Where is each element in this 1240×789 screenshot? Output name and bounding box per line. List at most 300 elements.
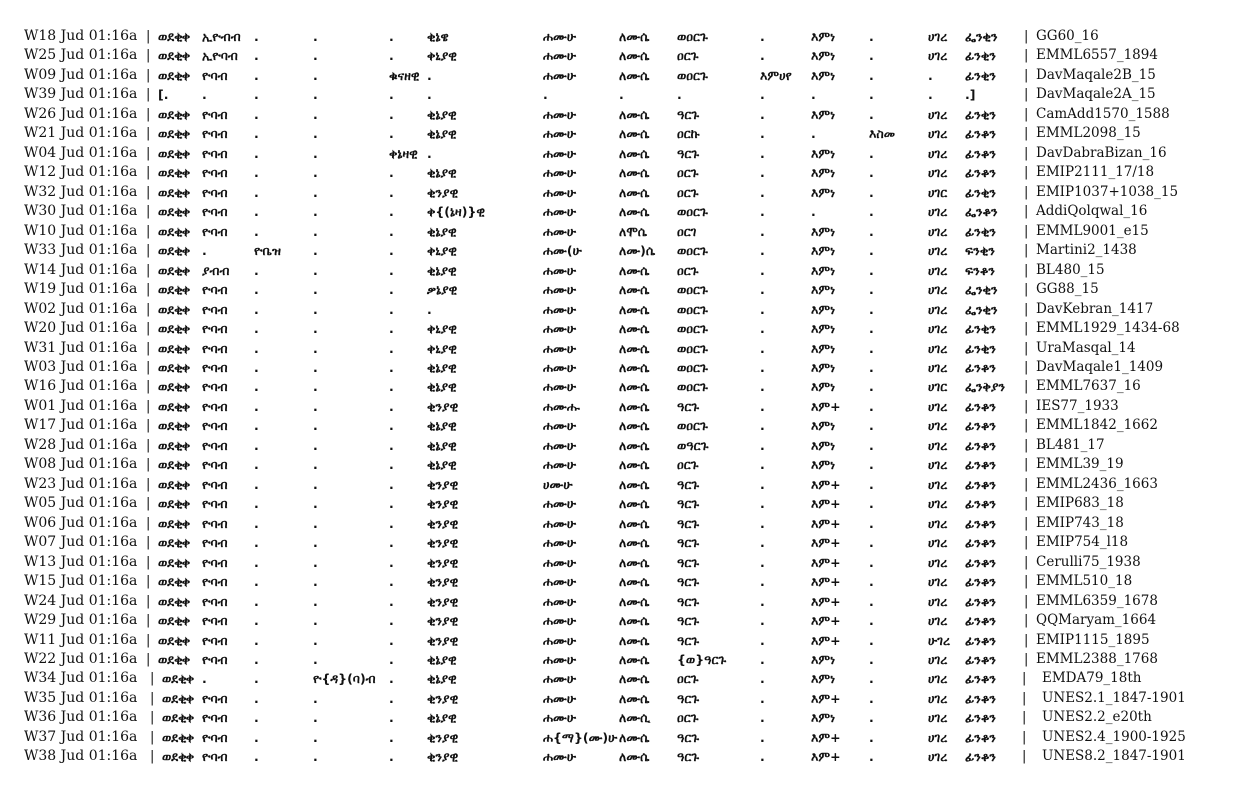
column-separator: | — [1024, 457, 1029, 473]
word-cell: ሀገረ — [928, 359, 948, 375]
word-cell: ወዐርጉ — [677, 379, 708, 395]
word-cell: ፊንቆን — [965, 535, 996, 551]
column-separator: | — [1024, 48, 1029, 64]
manuscript-siglum: DavMaqale1_1409 — [1036, 358, 1164, 375]
word-cell: ሀገረ — [928, 321, 948, 337]
word-cell: ዓርጉ — [677, 554, 700, 570]
word-cell: . — [869, 106, 874, 122]
word-cell: ሀገረ — [928, 554, 948, 570]
word-cell: . — [760, 418, 765, 434]
word-cell: ዐርጉ — [677, 262, 699, 278]
word-cell: ቀኒያዊ — [427, 243, 457, 259]
word-cell: ለሙሴ — [619, 574, 650, 590]
column-separator: | — [146, 243, 151, 259]
word-cell: ፊንቆን — [965, 574, 996, 590]
column-separator: | — [1024, 243, 1029, 259]
word-cell: ቂንያዊ — [427, 749, 459, 765]
word-cell: ቂኔያዊ — [427, 671, 457, 687]
word-cell: ሐሙሁ — [543, 223, 577, 239]
word-cell: ቂኔያዊ — [427, 710, 457, 726]
word-cell: ወዐርጉ — [677, 301, 708, 317]
word-cell: . — [869, 593, 874, 609]
word-cell: . — [760, 690, 765, 706]
word-cell: . — [869, 359, 874, 375]
word-cell: ሐሙሁ — [543, 554, 577, 570]
word-cell: ሀገር — [928, 379, 948, 395]
word-cell: ሐሙ(ሁ — [543, 243, 582, 259]
word-cell: ሀገረ — [928, 204, 948, 220]
word-cell: . — [811, 87, 816, 103]
word-cell: ሐሙሁ — [543, 67, 577, 83]
table-row — [0, 202, 1240, 221]
column-separator: | — [1024, 340, 1029, 356]
word-cell: ዐርገ — [677, 223, 697, 239]
word-cell: . — [254, 749, 259, 765]
word-cell: ፊንቆን — [965, 729, 996, 745]
word-cell: ቂንያዊ — [427, 398, 459, 414]
word-cell: ፌንቅያን — [965, 379, 1005, 395]
column-separator: | — [146, 340, 151, 356]
column-separator: | — [146, 535, 151, 551]
word-cell: ወደቂቀ — [158, 535, 191, 551]
word-cell: . — [760, 515, 765, 531]
manuscript-siglum: IES77_1933 — [1036, 397, 1119, 414]
word-cell: ቀኒያዊ — [427, 340, 457, 356]
word-cell: ሀገረ — [928, 29, 948, 44]
word-cell: ቂኔያዊ — [427, 106, 457, 122]
word-cell: ሐሙሁ — [543, 690, 577, 706]
word-cell: . — [313, 554, 318, 570]
word-cell: ሐሙሁ — [543, 593, 577, 609]
word-cell: . — [760, 398, 765, 414]
word-cell: . — [313, 67, 318, 83]
word-cell: እምነ — [811, 340, 836, 356]
word-cell: ዮባብ — [202, 437, 228, 453]
word-cell: . — [313, 437, 318, 453]
manuscript-siglum: EMDA79_18th — [1042, 670, 1142, 687]
column-separator: | — [146, 204, 151, 220]
word-cell: ዓርጉ — [677, 398, 700, 414]
word-cell: ቀኒያዊ — [427, 48, 457, 64]
word-cell: ዐርጉ — [677, 48, 699, 64]
word-cell: . — [313, 632, 318, 648]
word-cell: ዮባብ — [202, 554, 228, 570]
manuscript-siglum: AddiQolqwal_16 — [1036, 203, 1148, 220]
word-cell: ሀገረ — [928, 106, 948, 122]
word-cell: እም+ — [811, 729, 841, 745]
manuscript-siglum: GG60_16 — [1036, 28, 1099, 44]
word-cell: እምነ — [811, 29, 836, 44]
table-row — [0, 241, 1240, 260]
word-cell: . — [254, 515, 259, 531]
table-row — [0, 689, 1240, 708]
word-cell: ቂኔያዊ — [427, 223, 457, 239]
word-cell: ሐሙሁ — [543, 613, 577, 629]
word-cell: ወደቂቀ — [158, 652, 191, 667]
word-cell: . — [313, 379, 318, 395]
column-separator: | — [1024, 321, 1029, 337]
word-cell: ፊንቆን — [965, 593, 996, 609]
word-cell: . — [313, 262, 318, 278]
word-cell: እም+ — [811, 632, 841, 648]
word-cell: ለሙሲ — [619, 710, 651, 726]
word-cell: እምነ — [811, 262, 836, 278]
word-cell: ቂንያዊ — [427, 613, 459, 629]
manuscript-siglum: CamAdd1570_1588 — [1036, 105, 1170, 122]
word-cell: . — [760, 321, 765, 337]
word-cell: ለሙሴ — [619, 282, 650, 298]
word-cell: ዓርጉ — [677, 496, 700, 512]
word-cell: ፌንቂን — [965, 301, 998, 317]
witness-id: W38 Jud 01:16a — [24, 748, 138, 765]
word-cell: እምነ — [811, 457, 836, 473]
word-cell: . — [389, 262, 394, 278]
word-cell: ወደቂቀ — [158, 496, 191, 512]
manuscript-siglum: EMML1929_1434-68 — [1036, 320, 1180, 337]
word-cell: ሐሙሁ — [543, 457, 577, 473]
column-separator: | — [146, 282, 151, 298]
word-cell: ሀገረ — [928, 574, 948, 590]
word-cell: ሀገረ — [928, 243, 948, 259]
word-cell: እም+ — [811, 476, 841, 492]
word-cell: ወደቂቀ — [158, 321, 191, 337]
word-cell: ዮባብ — [202, 204, 228, 220]
witness-id: W30 Jud 01:16a — [24, 203, 138, 220]
word-cell: ዓርጉ — [677, 729, 700, 745]
word-cell: ወደቂቀ — [158, 145, 191, 161]
word-cell: . — [389, 29, 394, 44]
word-cell: ዮባብ — [202, 282, 228, 298]
word-cell: ዐርጉ — [677, 671, 699, 687]
word-cell: . — [760, 48, 765, 64]
word-cell: ሐሙሁ — [543, 574, 577, 590]
word-cell: . — [928, 87, 933, 103]
word-cell: ወደቂቀ — [158, 379, 191, 395]
word-cell: ዓርጉ — [677, 632, 700, 648]
witness-id: W17 Jud 01:16a — [24, 417, 138, 434]
word-cell: . — [313, 476, 318, 492]
word-cell: . — [869, 437, 874, 453]
word-cell: [. — [158, 87, 169, 103]
column-separator: | — [146, 554, 151, 570]
word-cell: ፊንቆን — [965, 554, 996, 570]
column-separator: | — [146, 262, 151, 278]
word-cell: እምነ — [811, 48, 836, 64]
word-cell: ዮባብ — [202, 749, 228, 765]
word-cell: ዓርጉ — [677, 106, 700, 122]
word-cell: ፊንቆን — [965, 457, 996, 473]
word-cell: . — [760, 379, 765, 395]
table-row — [0, 280, 1240, 299]
word-cell: ፌንቂን — [965, 29, 998, 44]
word-cell: ቂንያዊ — [427, 535, 459, 551]
word-cell: ለሙ)ሴ — [619, 243, 656, 259]
column-separator: | — [1024, 398, 1029, 414]
witness-id: W23 Jud 01:16a — [24, 475, 138, 492]
word-cell: . — [869, 476, 874, 492]
word-cell: ፊንቆን — [965, 165, 996, 181]
word-cell: . — [313, 106, 318, 122]
word-cell: . — [313, 515, 318, 531]
word-cell: . — [254, 690, 259, 706]
word-cell: . — [313, 652, 318, 667]
word-cell: እምነ — [811, 379, 836, 395]
word-cell: . — [869, 282, 874, 298]
word-cell: . — [869, 554, 874, 570]
word-cell: ዮባብ — [202, 729, 228, 745]
word-cell: ዓርጉ — [677, 515, 700, 531]
word-cell: እምነ — [811, 671, 836, 687]
word-cell: . — [389, 729, 394, 745]
word-cell: ለሙሴ — [619, 165, 650, 181]
word-cell: ቂኔያዊ — [427, 126, 457, 142]
word-cell: ለሙሴ — [619, 204, 650, 220]
word-cell: እምነ — [811, 437, 836, 453]
witness-id: W20 Jud 01:16a — [24, 320, 138, 337]
word-cell: ፊንቆን — [965, 613, 996, 629]
word-cell: . — [389, 710, 394, 726]
witness-id: W25 Jud 01:16a — [24, 47, 138, 64]
column-separator: | — [146, 632, 151, 648]
word-cell: . — [254, 671, 259, 687]
word-cell: . — [869, 243, 874, 259]
word-cell: ዮ{ዳ}(ባ)ብ — [313, 671, 376, 687]
word-cell: . — [389, 379, 394, 395]
word-cell: . — [389, 359, 394, 375]
column-separator: | — [150, 729, 155, 745]
word-cell: . — [869, 652, 874, 667]
word-cell: ሐሙሁ — [543, 204, 577, 220]
word-cell: . — [869, 379, 874, 395]
manuscript-siglum: UNES2.4_1900-1925 — [1042, 728, 1186, 745]
witness-id: W32 Jud 01:16a — [24, 183, 138, 200]
word-cell: ቂኔያዊ — [427, 418, 457, 434]
word-cell: . — [389, 613, 394, 629]
word-cell: ወደቂቀ — [158, 457, 191, 473]
word-cell: . — [389, 398, 394, 414]
word-cell: ሀገረ — [928, 418, 948, 434]
column-separator: | — [146, 613, 151, 629]
word-cell: . — [254, 398, 259, 414]
word-cell: ሀገረ — [928, 496, 948, 512]
word-cell: . — [254, 106, 259, 122]
column-separator: | — [146, 652, 151, 667]
manuscript-siglum: GG88_15 — [1036, 281, 1099, 298]
word-cell: . — [313, 126, 318, 142]
word-cell: . — [869, 48, 874, 64]
word-cell: . — [869, 535, 874, 551]
table-row — [0, 85, 1240, 104]
word-cell: . — [313, 243, 318, 259]
word-cell: . — [313, 593, 318, 609]
word-cell: ቂንያዊ — [427, 690, 459, 706]
word-cell: ሐሙሁ — [543, 29, 577, 44]
word-cell: . — [389, 126, 394, 142]
manuscript-siglum: QQMaryam_1664 — [1036, 612, 1157, 629]
word-cell: ሐሙሁ — [543, 535, 577, 551]
witness-id: W34 Jud 01:16a — [24, 670, 138, 687]
word-cell: . — [254, 729, 259, 745]
word-cell: ዓርጉ — [677, 145, 700, 161]
word-cell: ቀ{(ኔዛ)}ዊ — [427, 204, 485, 220]
word-cell: . — [254, 710, 259, 726]
word-cell: ዐርጉ — [677, 184, 699, 200]
table-row — [0, 163, 1240, 182]
word-cell: . — [389, 535, 394, 551]
word-cell: ለሞሴ — [619, 223, 648, 239]
witness-id: W06 Jud 01:16a — [24, 514, 138, 531]
word-cell: . — [313, 749, 318, 765]
word-cell: ሐሙሁ — [543, 652, 577, 667]
manuscript-siglum: BL480_15 — [1036, 261, 1105, 278]
manuscript-siglum: EMML510_18 — [1036, 573, 1133, 590]
word-cell: ፊንቂን — [965, 223, 996, 239]
word-cell: . — [760, 262, 765, 278]
word-cell: . — [760, 749, 765, 765]
word-cell: ፊንቆን — [965, 418, 996, 434]
word-cell: . — [389, 48, 394, 64]
word-cell: ሐ{ማ}(ሙ)ሁ — [543, 729, 618, 745]
column-separator: | — [146, 398, 151, 414]
word-cell: ሀገረ — [928, 145, 948, 161]
word-cell: ወዐርጉ — [677, 282, 708, 298]
word-cell: እምነ — [811, 710, 836, 726]
word-cell: ዮባብ — [202, 126, 228, 142]
column-separator: | — [146, 476, 151, 492]
table-row — [0, 475, 1240, 494]
word-cell: ሐሙሁ — [543, 282, 577, 298]
column-separator: | — [146, 437, 151, 453]
word-cell: . — [313, 223, 318, 239]
column-separator: | — [1024, 379, 1029, 395]
word-cell: ለሙሴ — [619, 48, 650, 64]
word-cell: ሐሙሁ — [543, 340, 577, 356]
word-cell: . — [254, 554, 259, 570]
word-cell: ዐርጉ — [677, 710, 699, 726]
word-cell: . — [760, 204, 765, 220]
word-cell: ወደቂቀ — [158, 48, 191, 64]
word-cell: ለሙሴ — [619, 476, 650, 492]
word-cell: . — [254, 29, 259, 44]
table-row — [0, 631, 1240, 650]
word-cell: . — [313, 710, 318, 726]
column-separator: | — [1024, 301, 1029, 317]
word-cell: ቂኔያዊ — [427, 165, 457, 181]
table-row — [0, 222, 1240, 241]
column-separator: | — [1024, 574, 1029, 590]
column-separator: | — [1024, 554, 1029, 570]
word-cell: ወዐርጉ — [677, 67, 708, 83]
word-cell: . — [760, 87, 765, 103]
witness-id: W03 Jud 01:16a — [24, 358, 138, 375]
word-cell: እምነ — [811, 145, 836, 161]
word-cell: . — [313, 184, 318, 200]
word-cell: . — [254, 496, 259, 512]
witness-id: W02 Jud 01:16a — [24, 300, 138, 317]
table-row — [0, 183, 1240, 202]
witness-id: W04 Jud 01:16a — [24, 144, 138, 161]
word-cell: ፊንቂን — [965, 184, 996, 200]
word-cell: ኢዮብብ — [202, 29, 241, 44]
word-cell: ወደቂቀ — [158, 223, 191, 239]
table-row — [0, 144, 1240, 163]
word-cell: {ወ}ዓርጉ — [677, 652, 727, 667]
column-separator: | — [146, 106, 151, 122]
word-cell: ለሙሴ — [619, 301, 650, 317]
word-cell: ወደቂቀ — [162, 729, 195, 745]
word-cell: . — [254, 379, 259, 395]
word-cell: ለሙሴ — [619, 690, 650, 706]
word-cell: ሐሙሁ — [543, 671, 577, 687]
witness-id: W28 Jud 01:16a — [24, 436, 138, 453]
word-cell: ፊንቆን — [965, 710, 996, 726]
table-row — [0, 27, 1240, 46]
word-cell: ዮባብ — [202, 359, 228, 375]
word-cell: . — [254, 321, 259, 337]
manuscript-siglum: UNES2.2_e20th — [1042, 709, 1152, 726]
witness-id: W36 Jud 01:16a — [24, 709, 138, 726]
table-row — [0, 358, 1240, 377]
word-cell: . — [254, 262, 259, 278]
word-cell: ለሙሴ — [619, 359, 650, 375]
word-cell: . — [760, 574, 765, 590]
word-cell: ወደቂቀ — [162, 690, 195, 706]
word-cell: ለሙሴ — [619, 321, 650, 337]
word-cell: ወደቂቀ — [162, 710, 195, 726]
column-separator: | — [146, 87, 151, 103]
word-cell: ወደቂቀ — [162, 749, 195, 765]
word-cell: ፊንቂን — [965, 67, 996, 83]
table-row — [0, 261, 1240, 280]
table-row — [0, 66, 1240, 85]
word-cell: ወደቂቀ — [158, 476, 191, 492]
word-cell: ለሙሴ — [619, 184, 650, 200]
word-cell: ሐሙሁ — [543, 165, 577, 181]
word-cell: ቂንያዊ — [427, 554, 459, 570]
word-cell: ፊንቆን — [965, 671, 996, 687]
word-cell: እም+ — [811, 496, 841, 512]
word-cell: እም+ — [811, 554, 841, 570]
word-cell: ቂኔያዊ — [427, 359, 457, 375]
word-cell: ፌንቆን — [965, 204, 998, 220]
column-separator: | — [150, 671, 155, 687]
word-cell: ሐሙሁ — [543, 184, 577, 200]
word-cell: . — [389, 652, 394, 667]
word-cell: . — [254, 204, 259, 220]
word-cell: እም+ — [811, 749, 841, 765]
word-cell: . — [254, 613, 259, 629]
word-cell: ዐርጉ — [677, 165, 699, 181]
witness-id: W35 Jud 01:16a — [24, 689, 138, 706]
witness-id: W29 Jud 01:16a — [24, 612, 138, 629]
word-cell: . — [869, 710, 874, 726]
table-row — [0, 650, 1240, 669]
column-separator: | — [1024, 184, 1029, 200]
word-cell: ሁገረ — [928, 632, 950, 648]
word-cell: ሀገረ — [928, 515, 948, 531]
witness-id: W21 Jud 01:16a — [24, 125, 138, 142]
word-cell: ለሙሴ — [619, 613, 650, 629]
column-separator: | — [150, 710, 155, 726]
word-cell: . — [202, 243, 207, 259]
witness-id: W18 Jud 01:16a — [24, 28, 138, 44]
word-cell: ወዐርጉ — [677, 418, 708, 434]
word-cell: ዓርጉ — [677, 613, 700, 629]
word-cell: . — [313, 340, 318, 356]
table-row — [0, 377, 1240, 396]
table-row — [0, 105, 1240, 124]
word-cell: . — [254, 457, 259, 473]
